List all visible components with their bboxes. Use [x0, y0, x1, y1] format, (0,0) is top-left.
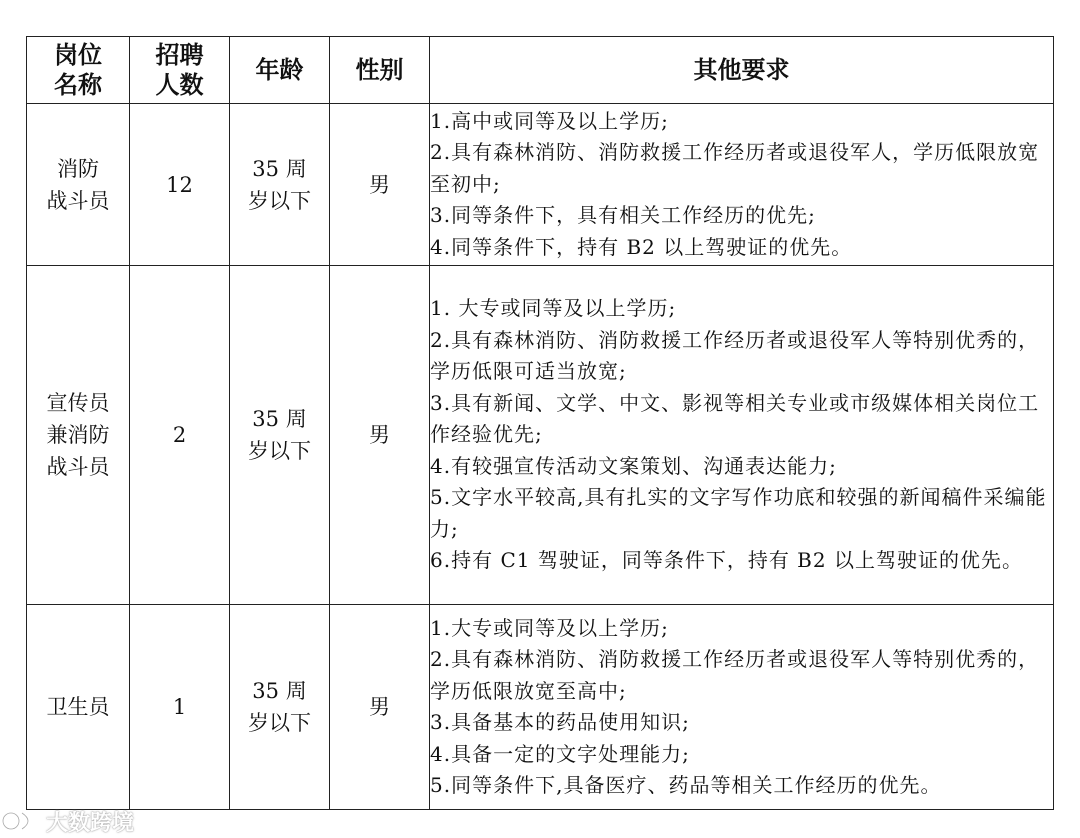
- requirement-item: 1.大专或同等及以上学历;: [430, 615, 669, 640]
- table-row: [27, 266, 1054, 605]
- position-name-cell: 消防 战斗员: [27, 104, 130, 266]
- watermark: [0, 804, 134, 838]
- requirement-item: 6.持有 C1 驾驶证，同等条件下，持有 B2 以上驾驶证的优先。: [430, 548, 1023, 573]
- table-header-row: [27, 37, 1054, 104]
- gender-cell: 男: [330, 266, 430, 605]
- requirements-cell: [430, 104, 1054, 266]
- requirement-item: 5.同等条件下,具备医疗、药品等相关工作经历的优先。: [430, 773, 942, 797]
- header-position-name: 岗位 名称: [27, 37, 130, 104]
- age-cell: 35 周 岁以下: [230, 266, 330, 605]
- gender-cell: 男: [330, 605, 430, 810]
- position-name-cell: 卫生员: [27, 605, 130, 810]
- requirement-item: 3.同等条件下，具有相关工作经历的优先;: [430, 203, 816, 228]
- headcount-cell: 1: [130, 605, 230, 810]
- age-cell: 35 周 岁以下: [230, 605, 330, 810]
- requirement-item: 1. 大专或同等及以上学历;: [430, 296, 677, 321]
- header-gender: 性别: [330, 37, 430, 104]
- requirement-item: 2.具有森林消防、消防救援工作经历者或退役军人，学历低限放宽至初中;: [430, 140, 1040, 196]
- requirement-item: 2.具有森林消防、消防救援工作经历者或退役军人等特别优秀的，学历低限可适当放宽;: [430, 327, 1040, 384]
- age-cell: 35 周 岁以下: [230, 104, 330, 266]
- position-name-cell: 宣传员 兼消防 战斗员: [27, 266, 130, 605]
- table-row: [27, 104, 1054, 266]
- requirement-item: 4.具备一定的文字处理能力;: [430, 741, 690, 766]
- requirements-cell: [430, 266, 1054, 605]
- header-other-requirements: 其他要求: [430, 37, 1054, 104]
- brand-logo-icon: [0, 808, 40, 834]
- requirement-item: 4.有较强宣传活动文案策划、沟通表达能力;: [430, 453, 837, 478]
- recruitment-table: [26, 36, 1054, 810]
- headcount-cell: 12: [130, 104, 230, 266]
- headcount-cell: 2: [130, 266, 230, 605]
- requirement-item: 1.高中或同等及以上学历;: [430, 108, 669, 133]
- table-row: [27, 605, 1054, 810]
- requirement-item: 2.具有森林消防、消防救援工作经历者或退役军人等特别优秀的，学历低限放宽至高中;: [430, 647, 1040, 703]
- requirement-item: 4.同等条件下，持有 B2 以上驾驶证的优先。: [430, 234, 853, 259]
- header-headcount: 招聘 人数: [130, 37, 230, 104]
- requirement-item: 3.具有新闻、文学、中文、影视等相关专业或市级媒体相关岗位工作经验优先;: [430, 390, 1040, 447]
- header-age: 年龄: [230, 37, 330, 104]
- requirements-cell: [430, 605, 1054, 810]
- requirement-item: 5.文字水平较高,具有扎实的文字写作功底和较强的新闻稿件采编能力;: [430, 485, 1047, 541]
- watermark-text: 大数跨境: [46, 810, 135, 836]
- requirement-item: 3.具备基本的药品使用知识;: [430, 710, 690, 734]
- gender-cell: 男: [330, 104, 430, 266]
